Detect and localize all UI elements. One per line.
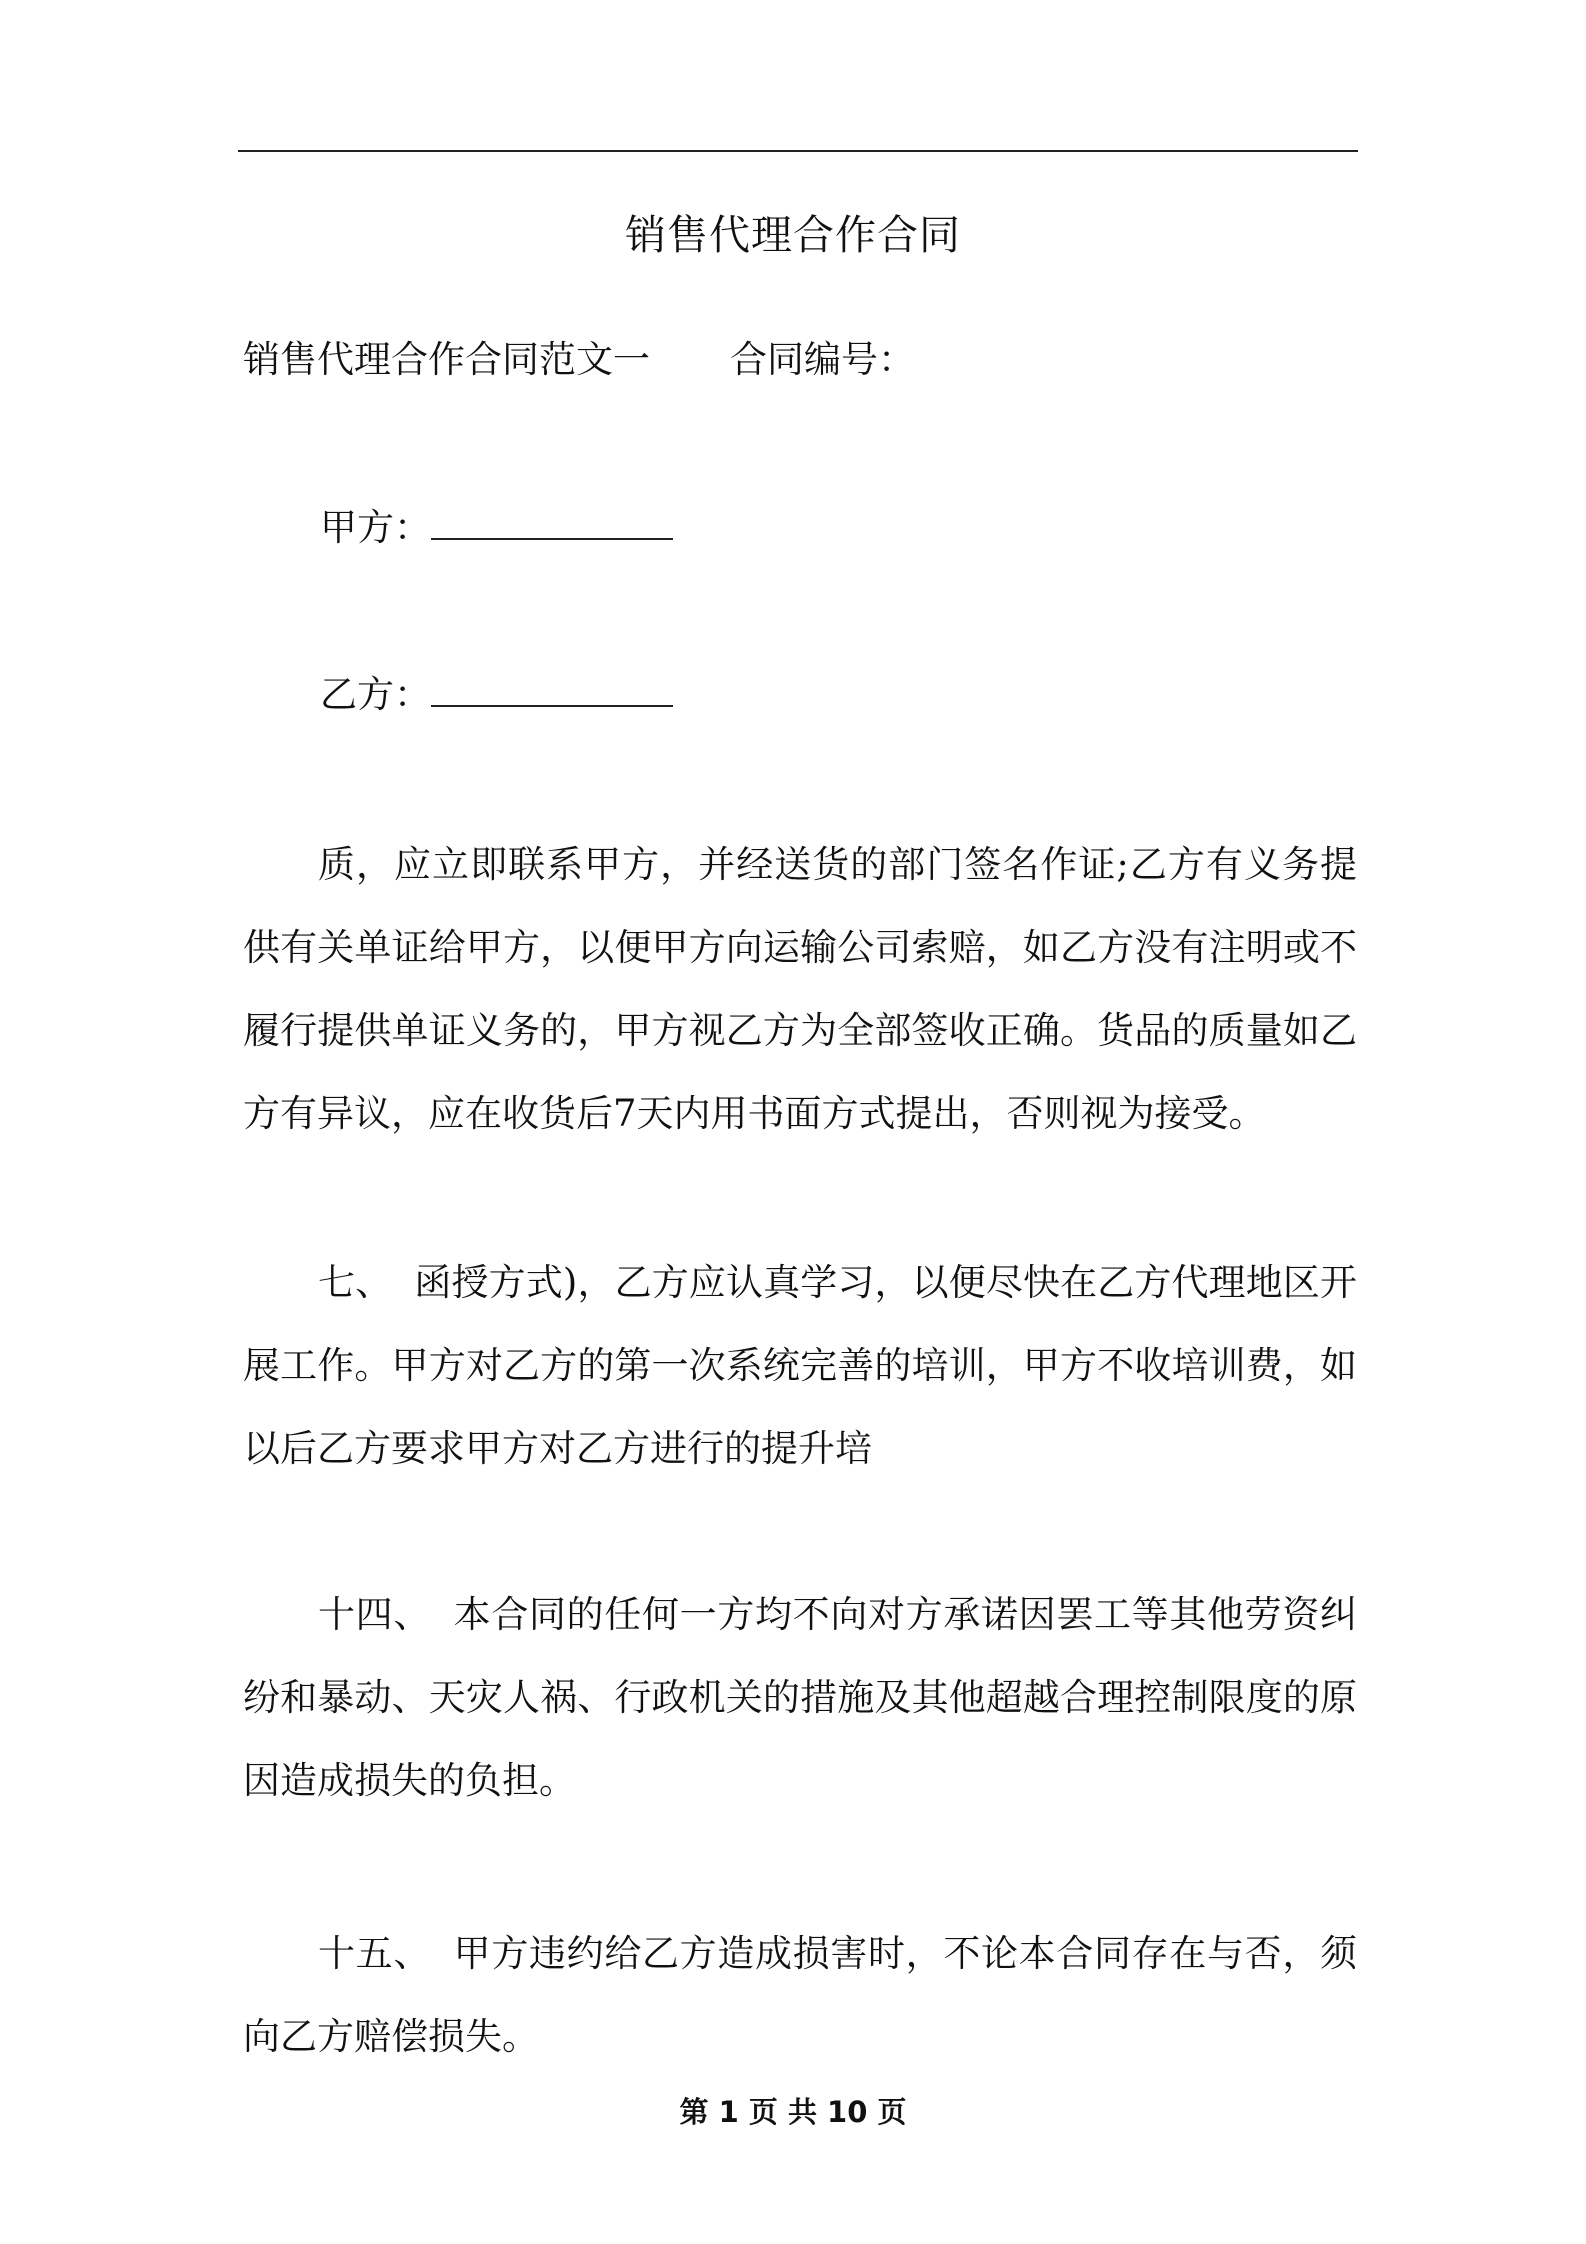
subtitle-line xyxy=(243,335,915,385)
article-number: 十四、 xyxy=(318,1593,431,1636)
paragraph-text: 质，应立即联系甲方，并经送货的部门签名作证;乙方有义务提供有关单证给甲方，以便甲方向运输公司索赔，如乙方没有注明或不履行提供单证义务的，甲方视乙方为全部签收正确。货品的质量如乙方有异议，应在收货后7天内用书面方式提出，否则视为接受。 xyxy=(243,843,1357,1135)
party-a-label: 甲方： xyxy=(320,506,431,549)
article-number: 十五、 xyxy=(318,1932,431,1975)
paragraph-article-15 xyxy=(243,1912,1357,2078)
paragraph-goods-inspection xyxy=(243,823,1357,1155)
document-title: 销售代理合作合同 xyxy=(625,211,961,259)
party-b-label: 乙方： xyxy=(320,673,431,716)
paragraph-text: 本合同的任何一方均不向对方承诺因罢工等其他劳资纠纷和暴动、天灾人祸、行政机关的措施及其他超越合理控制限度的原因造成损失的负担。 xyxy=(243,1593,1357,1802)
party-b-line xyxy=(320,670,673,720)
article-number: 七、 xyxy=(318,1261,393,1304)
party-a-line xyxy=(320,503,673,553)
paragraph-article-7 xyxy=(243,1241,1357,1490)
page-footer: 第 1 页 共 10 页 xyxy=(679,2095,907,2129)
header-rule xyxy=(238,150,1358,152)
contract-number-label: 合同编号： xyxy=(730,338,915,381)
paragraph-article-14 xyxy=(243,1573,1357,1822)
party-b-blank[interactable] xyxy=(431,675,673,707)
document-subtitle: 销售代理合作合同范文一 xyxy=(243,338,650,381)
paragraph-text: 甲方违约给乙方造成损害时，不论本合同存在与否，须向乙方赔偿损失。 xyxy=(243,1932,1357,2058)
paragraph-text: 函授方式)，乙方应认真学习，以便尽快在乙方代理地区开展工作。甲方对乙方的第一次系统完善的培训，甲方不收培训费，如以后乙方要求甲方对乙方进行的提升培 xyxy=(243,1261,1358,1470)
party-a-blank[interactable] xyxy=(431,508,673,540)
